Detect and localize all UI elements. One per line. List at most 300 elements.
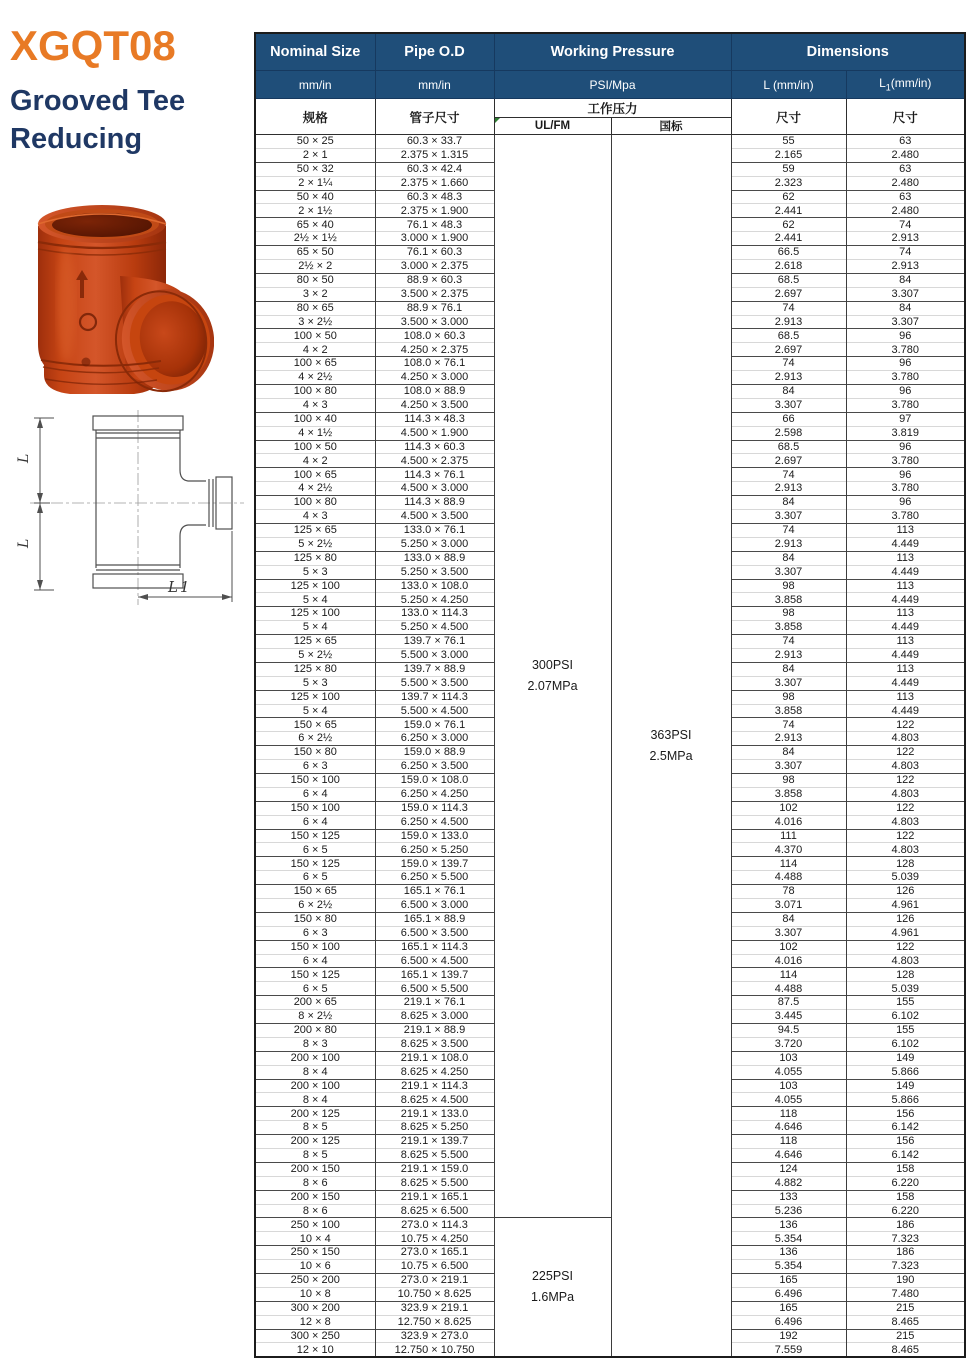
working-pressure-cell-ulfm-upper	[494, 135, 611, 1218]
dim-l-in: 3.858	[731, 704, 846, 718]
dim-l-mm: 103	[731, 1051, 846, 1065]
dim-l-mm: 111	[731, 829, 846, 843]
pressure-value-line: 1.6MPa	[530, 1290, 575, 1305]
pipe-od-mm: 139.7 × 76.1	[375, 635, 494, 649]
nominal-size-mm: 100 × 40	[255, 412, 375, 426]
dim-l1-in: 5.866	[846, 1093, 965, 1107]
dim-l1-mm: 158	[846, 1190, 965, 1204]
cell-marker	[495, 118, 500, 123]
dim-l-in: 4.646	[731, 1121, 846, 1135]
pipe-od-mm: 114.3 × 88.9	[375, 496, 494, 510]
dim-l-in: 3.307	[731, 676, 846, 690]
dim-l-in: 2.441	[731, 232, 846, 246]
dim-l1-mm: 97	[846, 412, 965, 426]
nominal-size-mm: 200 × 150	[255, 1190, 375, 1204]
pipe-od-mm: 60.3 × 42.4	[375, 162, 494, 176]
dim-l-mm: 102	[731, 940, 846, 954]
dim-l1-in: 2.480	[846, 148, 965, 162]
pipe-od-in: 3.000 × 2.375	[375, 260, 494, 274]
nominal-size-mm: 80 × 65	[255, 301, 375, 315]
col-header-dimensions: Dimensions	[731, 33, 965, 71]
dim-l1-in: 2.480	[846, 204, 965, 218]
pipe-od-mm: 76.1 × 48.3	[375, 218, 494, 232]
pipe-od-mm: 219.1 × 165.1	[375, 1190, 494, 1204]
nominal-size-in: 6 × 4	[255, 815, 375, 829]
dim-l1-mm: 96	[846, 357, 965, 371]
nominal-size-mm: 50 × 40	[255, 190, 375, 204]
dim-l-mm: 94.5	[731, 1024, 846, 1038]
nominal-size-mm: 65 × 50	[255, 246, 375, 260]
dim-l-mm: 66.5	[731, 246, 846, 260]
nominal-size-in: 8 × 4	[255, 1093, 375, 1107]
cn-header-pressure: 工作压力	[494, 99, 731, 118]
dim-l-mm: 74	[731, 635, 846, 649]
dim-l-in: 2.913	[731, 482, 846, 496]
pipe-od-mm: 139.7 × 88.9	[375, 662, 494, 676]
dim-l-in: 6.496	[731, 1315, 846, 1329]
dim-l-mm: 74	[731, 468, 846, 482]
pipe-od-in: 4.500 × 3.000	[375, 482, 494, 496]
nominal-size-mm: 80 × 50	[255, 273, 375, 287]
cn-header-nominal: 规格	[255, 99, 375, 135]
nominal-size-in: 4 × 1½	[255, 426, 375, 440]
pipe-od-in: 10.75 × 6.500	[375, 1260, 494, 1274]
dim-l-in: 3.858	[731, 787, 846, 801]
header-row-english	[255, 33, 965, 71]
nominal-size-in: 4 × 2	[255, 343, 375, 357]
product-code: XGQT08	[10, 22, 176, 69]
dim-l-in: 3.858	[731, 593, 846, 607]
pressure-value-line: 300PSI	[531, 658, 573, 673]
nominal-size-in: 8 × 5	[255, 1149, 375, 1163]
dim-l-mm: 68.5	[731, 440, 846, 454]
pipe-od-mm: 108.0 × 60.3	[375, 329, 494, 343]
pipe-od-in: 2.375 × 1.660	[375, 176, 494, 190]
nominal-size-mm: 50 × 32	[255, 162, 375, 176]
nominal-size-mm: 150 × 65	[255, 718, 375, 732]
pipe-od-in: 8.625 × 5.250	[375, 1121, 494, 1135]
nominal-size-mm: 125 × 100	[255, 579, 375, 593]
dim-l-mm: 136	[731, 1246, 846, 1260]
nominal-size-in: 5 × 4	[255, 593, 375, 607]
dim-l-mm: 84	[731, 385, 846, 399]
nominal-size-in: 6 × 5	[255, 982, 375, 996]
dim-l1-in: 4.449	[846, 648, 965, 662]
nominal-size-in: 12 × 8	[255, 1315, 375, 1329]
pipe-od-mm: 159.0 × 133.0	[375, 829, 494, 843]
pipe-od-mm: 219.1 × 133.0	[375, 1107, 494, 1121]
pipe-od-mm: 133.0 × 108.0	[375, 579, 494, 593]
dim-l1-mm: 186	[846, 1218, 965, 1232]
pressure-value-line: 2.07MPa	[527, 679, 578, 694]
pipe-od-in: 8.625 × 5.500	[375, 1149, 494, 1163]
dim-l1-in: 6.220	[846, 1176, 965, 1190]
pipe-od-in: 5.500 × 3.500	[375, 676, 494, 690]
nominal-size-in: 5 × 4	[255, 704, 375, 718]
dim-l1-in: 6.102	[846, 1037, 965, 1051]
pipe-od-mm: 114.3 × 60.3	[375, 440, 494, 454]
pipe-od-mm: 219.1 × 159.0	[375, 1162, 494, 1176]
nominal-size-mm: 125 × 80	[255, 662, 375, 676]
technical-drawing	[10, 408, 248, 608]
dim-l-mm: 68.5	[731, 273, 846, 287]
dim-l1-mm: 155	[846, 996, 965, 1010]
dim-l1-in: 6.220	[846, 1204, 965, 1218]
nominal-size-mm: 200 × 150	[255, 1162, 375, 1176]
dim-l-in: 3.858	[731, 621, 846, 635]
dim-l1-mm: 122	[846, 773, 965, 787]
dim-l-mm: 133	[731, 1190, 846, 1204]
unit-dim-l1: $L_1(mm/in)$	[846, 71, 965, 99]
pipe-od-in: 4.250 × 3.500	[375, 398, 494, 412]
grooved-tee-photo	[24, 194, 214, 404]
pipe-od-in: 4.250 × 3.000	[375, 371, 494, 385]
dim-l-in: 4.055	[731, 1065, 846, 1079]
dim-l-in: 4.882	[731, 1176, 846, 1190]
dim-l1-mm: 122	[846, 746, 965, 760]
dim-l1-in: 2.480	[846, 176, 965, 190]
dim-l-in: 2.913	[731, 732, 846, 746]
pipe-od-mm: 114.3 × 48.3	[375, 412, 494, 426]
subcol-header-ulfm: UL/FM	[494, 118, 611, 135]
dim-l1-mm: 113	[846, 662, 965, 676]
dim-l-mm: 124	[731, 1162, 846, 1176]
dim-l1-mm: 74	[846, 218, 965, 232]
nominal-size-in: 6 × 5	[255, 843, 375, 857]
nominal-size-mm: 100 × 80	[255, 385, 375, 399]
nominal-size-mm: 150 × 125	[255, 857, 375, 871]
dim-l-in: 5.354	[731, 1232, 846, 1246]
dim-l1-mm: 215	[846, 1329, 965, 1343]
nominal-size-mm: 300 × 250	[255, 1329, 375, 1343]
dim-l-in: 2.913	[731, 371, 846, 385]
dim-l-mm: 165	[731, 1301, 846, 1315]
pipe-od-in: 3.500 × 2.375	[375, 287, 494, 301]
pipe-od-mm: 159.0 × 114.3	[375, 801, 494, 815]
nominal-size-mm: 150 × 80	[255, 912, 375, 926]
pipe-od-in: 8.625 × 3.500	[375, 1037, 494, 1051]
dim-l1-mm: 122	[846, 940, 965, 954]
col-header-working-pressure: Working Pressure	[494, 33, 731, 71]
pipe-od-mm: 139.7 × 114.3	[375, 690, 494, 704]
col-header-pipe-od: Pipe O.D	[375, 33, 494, 71]
pipe-od-mm: 323.9 × 219.1	[375, 1301, 494, 1315]
nominal-size-mm: 200 × 65	[255, 996, 375, 1010]
pipe-od-in: 5.250 × 3.000	[375, 537, 494, 551]
dim-l1-in: 3.780	[846, 482, 965, 496]
pipe-od-in: 12.750 × 10.750	[375, 1343, 494, 1357]
dim-l-mm: 59	[731, 162, 846, 176]
dim-l-mm: 136	[731, 1218, 846, 1232]
nominal-size-mm: 125 × 65	[255, 523, 375, 537]
pipe-od-mm: 76.1 × 60.3	[375, 246, 494, 260]
unit-nominal: mm/in	[255, 71, 375, 99]
dim-l1-in: 4.449	[846, 565, 965, 579]
pipe-od-mm: 108.0 × 88.9	[375, 385, 494, 399]
pipe-od-mm: 219.1 × 114.3	[375, 1079, 494, 1093]
pipe-od-in: 4.500 × 1.900	[375, 426, 494, 440]
dim-l1-in: 3.780	[846, 398, 965, 412]
dim-l1-mm: 122	[846, 718, 965, 732]
dim-l-mm: 118	[731, 1135, 846, 1149]
dim-l1-in: 7.323	[846, 1232, 965, 1246]
pressure-value-line: 225PSI	[531, 1269, 573, 1284]
nominal-size-in: 2½ × 1½	[255, 232, 375, 246]
pipe-od-in: 4.250 × 2.375	[375, 343, 494, 357]
dim-l-mm: 192	[731, 1329, 846, 1343]
dim-l1-in: 4.803	[846, 787, 965, 801]
nominal-size-in: 3 × 2	[255, 287, 375, 301]
dim-l-mm: 68.5	[731, 329, 846, 343]
nominal-size-in: 6 × 5	[255, 871, 375, 885]
subcol-header-gb: 国标	[611, 118, 731, 135]
pipe-od-mm: 159.0 × 108.0	[375, 773, 494, 787]
pipe-od-mm: 60.3 × 33.7	[375, 135, 494, 149]
dim-l1-mm: 84	[846, 301, 965, 315]
spec-row-mm	[255, 1218, 965, 1232]
dim-l-in: 3.307	[731, 565, 846, 579]
dim-l-in: 3.445	[731, 1010, 846, 1024]
unit-pipe-od: mm/in	[375, 71, 494, 99]
dim-l-mm: 78	[731, 885, 846, 899]
dim-l-in: 2.323	[731, 176, 846, 190]
nominal-size-in: 4 × 2½	[255, 371, 375, 385]
dim-l1-in: 7.323	[846, 1260, 965, 1274]
nominal-size-in: 6 × 4	[255, 787, 375, 801]
dim-l-in: 4.370	[731, 843, 846, 857]
dim-l1-in: 3.780	[846, 343, 965, 357]
dim-l-in: 6.496	[731, 1287, 846, 1301]
dim-l1-mm: 156	[846, 1107, 965, 1121]
dim-l1-mm: 128	[846, 968, 965, 982]
dim-l1-in: 3.780	[846, 454, 965, 468]
dim-l-in: 2.441	[731, 204, 846, 218]
nominal-size-mm: 65 × 40	[255, 218, 375, 232]
dim-l1-mm: 63	[846, 135, 965, 149]
dim-l1-in: 8.465	[846, 1315, 965, 1329]
pipe-od-mm: 273.0 × 114.3	[375, 1218, 494, 1232]
dim-l-in: 3.307	[731, 760, 846, 774]
spec-table	[254, 32, 966, 1358]
dim-l1-in: 3.780	[846, 510, 965, 524]
dim-l1-mm: 122	[846, 829, 965, 843]
pipe-od-in: 8.625 × 6.500	[375, 1204, 494, 1218]
pipe-od-in: 2.375 × 1.315	[375, 148, 494, 162]
product-name	[10, 82, 248, 158]
dim-l1-in: 5.866	[846, 1065, 965, 1079]
nominal-size-mm: 150 × 100	[255, 940, 375, 954]
dim-l1-in: 2.913	[846, 260, 965, 274]
pipe-od-mm: 114.3 × 76.1	[375, 468, 494, 482]
nominal-size-mm: 125 × 80	[255, 551, 375, 565]
dim-l1-in: 6.142	[846, 1149, 965, 1163]
pipe-od-in: 6.250 × 3.000	[375, 732, 494, 746]
dim-l-in: 3.720	[731, 1037, 846, 1051]
nominal-size-in: 8 × 5	[255, 1121, 375, 1135]
col-header-nominal-size: Nominal Size	[255, 33, 375, 71]
nominal-size-mm: 125 × 100	[255, 690, 375, 704]
dim-l-in: 2.598	[731, 426, 846, 440]
dim-l-mm: 165	[731, 1274, 846, 1288]
pipe-od-in: 5.500 × 4.500	[375, 704, 494, 718]
dim-l1-in: 3.307	[846, 287, 965, 301]
cn-header-pipe-od: 管子尺寸	[375, 99, 494, 135]
pipe-od-mm: 133.0 × 114.3	[375, 607, 494, 621]
nominal-size-in: 5 × 3	[255, 676, 375, 690]
dim-l1-in: 4.449	[846, 621, 965, 635]
dim-l1-in: 4.803	[846, 760, 965, 774]
product-photo	[24, 194, 214, 404]
dim-l1-in: 4.449	[846, 593, 965, 607]
dim-l-mm: 114	[731, 968, 846, 982]
dim-l1-mm: 96	[846, 329, 965, 343]
nominal-size-mm: 200 × 100	[255, 1079, 375, 1093]
pipe-od-mm: 133.0 × 76.1	[375, 523, 494, 537]
dim-l-in: 2.913	[731, 648, 846, 662]
spec-table-body	[255, 135, 965, 1358]
nominal-size-in: 8 × 4	[255, 1065, 375, 1079]
dim-l-in: 4.488	[731, 871, 846, 885]
nominal-size-mm: 100 × 50	[255, 329, 375, 343]
nominal-size-in: 5 × 4	[255, 621, 375, 635]
dim-l1-mm: 96	[846, 385, 965, 399]
dim-l-in: 2.697	[731, 287, 846, 301]
dim-l-in: 4.016	[731, 815, 846, 829]
nominal-size-in: 10 × 8	[255, 1287, 375, 1301]
nominal-size-mm: 200 × 80	[255, 1024, 375, 1038]
nominal-size-in: 12 × 10	[255, 1343, 375, 1357]
cn-header-dim-l: 尺寸	[731, 99, 846, 135]
dim-l1-mm: 113	[846, 635, 965, 649]
dim-l1-mm: 84	[846, 273, 965, 287]
pipe-od-in: 3.500 × 3.000	[375, 315, 494, 329]
spec-row-mm	[255, 135, 965, 149]
nominal-size-mm: 100 × 80	[255, 496, 375, 510]
nominal-size-in: 3 × 2½	[255, 315, 375, 329]
dim-l-mm: 62	[731, 218, 846, 232]
pipe-od-mm: 165.1 × 114.3	[375, 940, 494, 954]
pipe-od-in: 4.500 × 3.500	[375, 510, 494, 524]
pipe-od-mm: 108.0 × 76.1	[375, 357, 494, 371]
nominal-size-mm: 150 × 80	[255, 746, 375, 760]
nominal-size-mm: 100 × 65	[255, 468, 375, 482]
nominal-size-mm: 150 × 100	[255, 801, 375, 815]
dim-l1-in: 3.780	[846, 371, 965, 385]
pipe-od-mm: 165.1 × 88.9	[375, 912, 494, 926]
pipe-od-mm: 273.0 × 165.1	[375, 1246, 494, 1260]
dim-l-in: 2.697	[731, 343, 846, 357]
pipe-od-mm: 219.1 × 76.1	[375, 996, 494, 1010]
dim-l1-mm: 186	[846, 1246, 965, 1260]
pipe-od-in: 5.250 × 4.250	[375, 593, 494, 607]
dim-l1-in: 4.803	[846, 815, 965, 829]
dim-l-in: 3.307	[731, 926, 846, 940]
dim-l-mm: 84	[731, 496, 846, 510]
pipe-od-mm: 60.3 × 48.3	[375, 190, 494, 204]
dim-label-l1: L1	[168, 578, 192, 596]
dim-l1-mm: 158	[846, 1162, 965, 1176]
pipe-od-mm: 88.9 × 60.3	[375, 273, 494, 287]
pipe-od-mm: 323.9 × 273.0	[375, 1329, 494, 1343]
dim-l-in: 4.055	[731, 1093, 846, 1107]
pipe-od-mm: 159.0 × 88.9	[375, 746, 494, 760]
dim-l-in: 2.618	[731, 260, 846, 274]
pipe-od-in: 6.500 × 3.500	[375, 926, 494, 940]
pressure-value-line: 2.5MPa	[649, 748, 693, 763]
nominal-size-mm: 150 × 125	[255, 968, 375, 982]
dim-l1-mm: 190	[846, 1274, 965, 1288]
dim-l-mm: 84	[731, 662, 846, 676]
dim-l-mm: 98	[731, 690, 846, 704]
pipe-od-mm: 159.0 × 139.7	[375, 857, 494, 871]
nominal-size-in: 2½ × 2	[255, 260, 375, 274]
dim-l-in: 4.016	[731, 954, 846, 968]
dim-l1-in: 6.142	[846, 1121, 965, 1135]
nominal-size-in: 4 × 3	[255, 510, 375, 524]
dim-l1-mm: 128	[846, 857, 965, 871]
dim-label-l-lower: L	[16, 538, 32, 548]
tee-line-drawing	[10, 408, 248, 608]
pipe-od-mm: 273.0 × 219.1	[375, 1274, 494, 1288]
nominal-size-in: 8 × 6	[255, 1204, 375, 1218]
dim-l-mm: 74	[731, 523, 846, 537]
cn-header-dim-l1: 尺寸	[846, 99, 965, 135]
nominal-size-mm: 150 × 125	[255, 829, 375, 843]
dim-l1-mm: 96	[846, 468, 965, 482]
pipe-od-mm: 219.1 × 139.7	[375, 1135, 494, 1149]
dim-l-mm: 98	[731, 607, 846, 621]
dim-l-mm: 74	[731, 357, 846, 371]
nominal-size-in: 5 × 2½	[255, 537, 375, 551]
dim-l1-in: 4.961	[846, 898, 965, 912]
left-panel	[10, 24, 248, 608]
pipe-od-in: 6.250 × 4.250	[375, 787, 494, 801]
dim-l1-in: 5.039	[846, 982, 965, 996]
dim-l-mm: 98	[731, 579, 846, 593]
dim-l-mm: 87.5	[731, 996, 846, 1010]
nominal-size-in: 10 × 6	[255, 1260, 375, 1274]
pipe-od-in: 5.250 × 3.500	[375, 565, 494, 579]
dim-l-in: 5.354	[731, 1260, 846, 1274]
header-row-chinese	[255, 99, 965, 118]
nominal-size-in: 4 × 3	[255, 398, 375, 412]
pipe-od-in: 6.250 × 3.500	[375, 760, 494, 774]
pipe-od-in: 10.75 × 4.250	[375, 1232, 494, 1246]
pipe-od-in: 6.250 × 5.500	[375, 871, 494, 885]
dim-l1-in: 4.803	[846, 954, 965, 968]
nominal-size-in: 8 × 6	[255, 1176, 375, 1190]
pipe-od-in: 5.250 × 4.500	[375, 621, 494, 635]
pipe-od-in: 3.000 × 1.900	[375, 232, 494, 246]
dim-l-mm: 74	[731, 301, 846, 315]
dim-l-in: 3.307	[731, 398, 846, 412]
pressure-value-line: 363PSI	[650, 727, 692, 742]
dim-l1-mm: 113	[846, 607, 965, 621]
nominal-size-in: 6 × 4	[255, 954, 375, 968]
pipe-od-in: 10.750 × 8.625	[375, 1287, 494, 1301]
dim-l1-in: 7.480	[846, 1287, 965, 1301]
dim-l1-mm: 149	[846, 1079, 965, 1093]
nominal-size-in: 4 × 2½	[255, 482, 375, 496]
product-name-line1: Grooved Tee	[10, 85, 186, 117]
dim-l-mm: 62	[731, 190, 846, 204]
pipe-od-mm: 133.0 × 88.9	[375, 551, 494, 565]
pipe-od-mm: 219.1 × 88.9	[375, 1024, 494, 1038]
pipe-od-in: 6.500 × 4.500	[375, 954, 494, 968]
dim-l-mm: 98	[731, 773, 846, 787]
nominal-size-in: 2 × 1	[255, 148, 375, 162]
pipe-od-mm: 219.1 × 108.0	[375, 1051, 494, 1065]
